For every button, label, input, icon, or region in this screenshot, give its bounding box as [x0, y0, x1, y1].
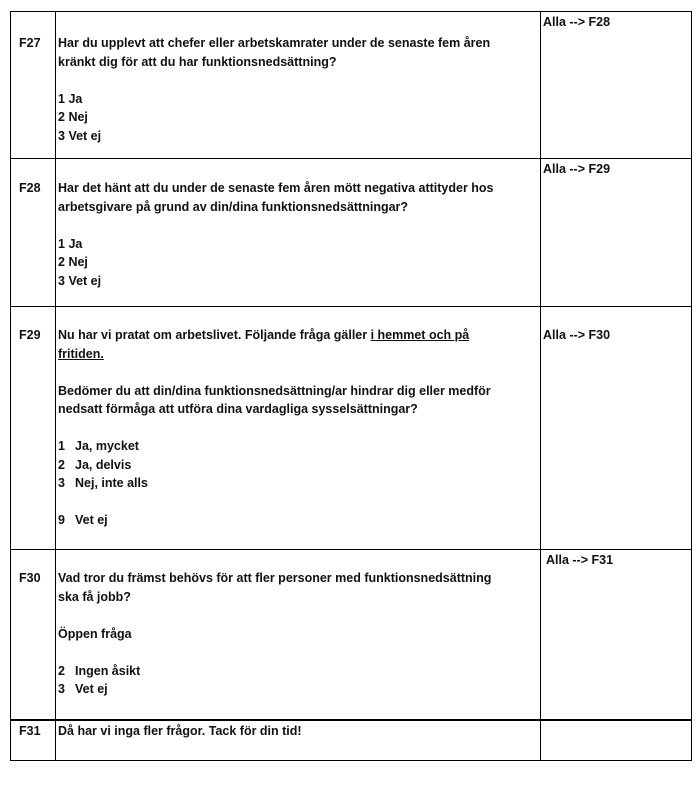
answer-option: 2 Ingen åsikt	[58, 663, 141, 678]
answer-option: 2 Nej	[58, 110, 88, 124]
question-text: nedsatt förmåga att utföra dina vardagliga sysselsättningar?	[58, 402, 418, 416]
question-id	[11, 12, 55, 158]
question-row-f27	[11, 12, 691, 159]
question-id-text: F30	[19, 571, 41, 585]
routing-cell	[540, 307, 691, 549]
question-text: kränkt dig för att du har funktionsnedsättning?	[58, 54, 337, 69]
question-id-text: F31	[19, 724, 41, 738]
question-id	[11, 307, 55, 549]
intro-emphasis: fritiden.	[58, 346, 104, 361]
routing-text: Alla --> F29	[543, 162, 611, 176]
question-text: Har du upplevt att chefer eller arbetskamrater under de senaste fem åren	[58, 36, 491, 50]
answer-option: 3 Vet ej	[58, 128, 102, 143]
routing-cell	[540, 721, 691, 760]
answer-option: 1 Ja, mycket	[58, 439, 139, 453]
question-text: arbetsgivare på grund av din/dina funktionsnedsättningar?	[58, 199, 409, 214]
answer-option: 1 Ja	[58, 91, 83, 106]
question-body	[55, 721, 540, 760]
question-id	[11, 721, 55, 760]
question-body	[55, 307, 540, 549]
routing-text: Alla --> F31	[546, 553, 614, 567]
question-id-text: F28	[19, 181, 41, 195]
question-body	[55, 159, 540, 306]
question-text: Vad tror du främst behövs för att fler personer med funktionsnedsättning	[58, 571, 492, 585]
question-text: Har det hänt att du under de senaste fem åren mött negativa attityder hos	[58, 181, 494, 195]
questionnaire-table	[10, 11, 692, 761]
question-row-f29	[11, 307, 691, 550]
question-id	[11, 159, 55, 306]
question-row-f30	[11, 550, 691, 720]
intro-emphasis: i hemmet och på	[370, 328, 470, 342]
routing-cell	[540, 159, 691, 306]
routing-text: Alla --> F30	[543, 328, 611, 342]
question-id	[11, 550, 55, 719]
question-intro: Nu har vi pratat om arbetslivet. Följande fråga gäller i hemmet och på	[58, 328, 470, 342]
question-body	[55, 550, 540, 719]
answer-option: 2 Nej	[58, 255, 88, 269]
answer-option: 3 Vet ej	[58, 682, 108, 696]
routing-text: Alla --> F28	[543, 15, 611, 29]
answer-option: 1 Ja	[58, 236, 83, 251]
question-text: Då har vi inga fler frågor. Tack för din tid!	[58, 724, 302, 738]
routing-cell	[540, 550, 691, 719]
answer-option: 9 Vet ej	[58, 513, 108, 527]
routing-cell	[540, 12, 691, 158]
question-text: Bedömer du att din/dina funktionsnedsättning/ar hindrar dig eller medför	[58, 383, 491, 398]
open-question-label: Öppen fråga	[58, 626, 132, 641]
answer-option: 3 Nej, inte alls	[58, 476, 148, 490]
question-id-text: F29	[19, 328, 41, 342]
question-row-f31	[11, 720, 691, 760]
question-text: ska få jobb?	[58, 589, 131, 604]
answer-option: 2 Ja, delvis	[58, 457, 132, 472]
question-row-f28	[11, 159, 691, 307]
question-id-text: F27	[19, 36, 41, 50]
question-body	[55, 12, 540, 158]
answer-option: 3 Vet ej	[58, 273, 102, 288]
